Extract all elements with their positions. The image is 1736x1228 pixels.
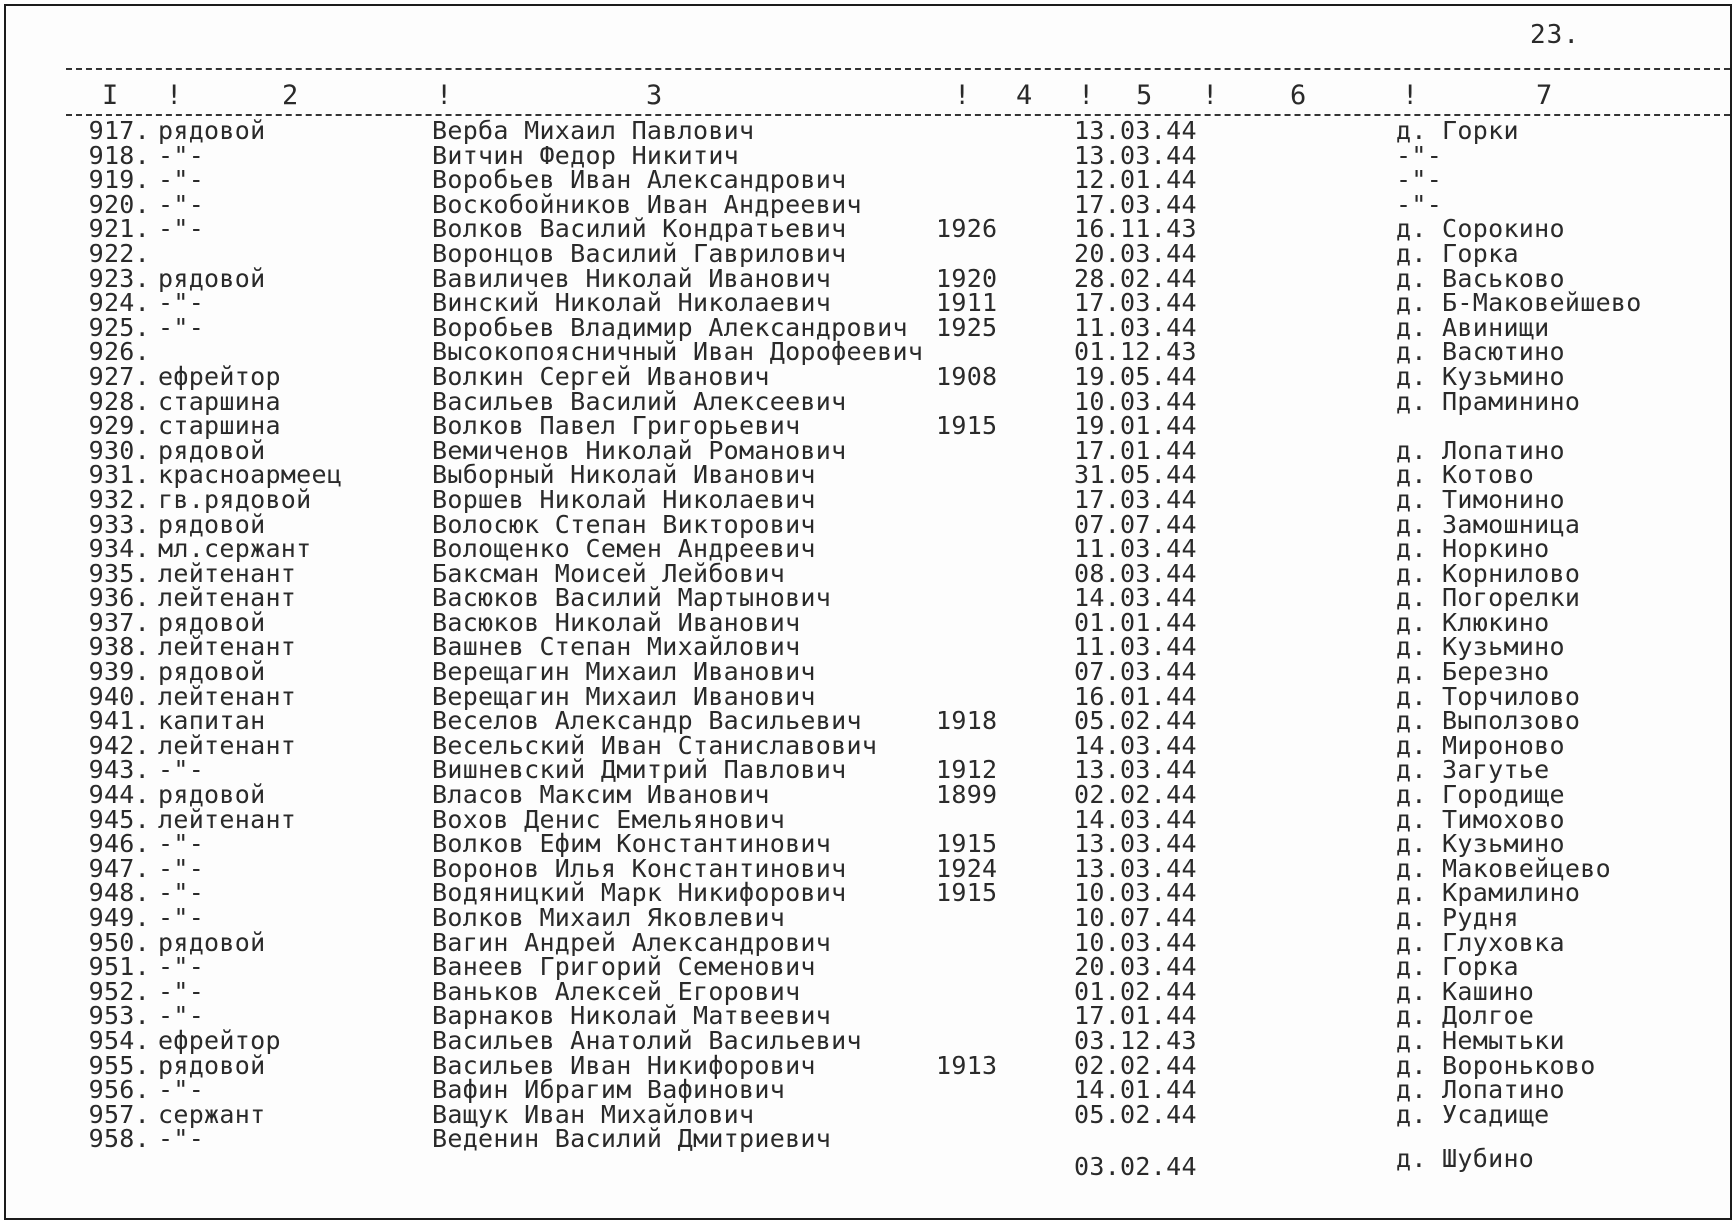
table-row (6, 607, 1730, 637)
record-rank: рядовой (158, 1050, 266, 1080)
record-number: 929. (88, 411, 150, 441)
record-date: 08.03.44 (1074, 558, 1197, 588)
record-rank: -"- (158, 878, 205, 908)
record-place: д. Праминино (1396, 386, 1581, 416)
record-rank: лейтенант (158, 583, 297, 613)
record-place: д. Кузьмино (1396, 829, 1565, 859)
record-birth-year: 1899 (936, 780, 998, 810)
record-rank: красноармеец (158, 460, 343, 490)
record-rank: рядовой (158, 607, 266, 637)
record-name: Выборный Николай Иванович (432, 460, 816, 490)
record-place: д. Тимонино (1396, 484, 1565, 514)
record-place: д. Васютино (1396, 337, 1565, 367)
record-birth-year: 1918 (936, 706, 998, 736)
record-name: Васильев Анатолий Васильевич (432, 1025, 862, 1055)
record-place: д. Горки (1396, 116, 1519, 145)
record-name: Верещагин Михаил Иванович (432, 657, 816, 687)
record-name: Ванеев Григорий Семенович (432, 952, 816, 982)
record-date: 01.01.44 (1074, 607, 1197, 637)
record-number: 934. (88, 534, 150, 564)
record-name: Волосюк Степан Викторович (432, 509, 816, 539)
record-number: 936. (88, 583, 150, 613)
record-rank: капитан (158, 706, 266, 736)
record-rank: -"- (158, 829, 205, 859)
record-number: 928. (88, 386, 150, 416)
record-date: 16.11.43 (1074, 214, 1197, 244)
record-date: 17.01.44 (1074, 1001, 1197, 1031)
table-row (6, 118, 1730, 143)
record-date: 13.03.44 (1074, 853, 1197, 883)
record-place: д. Авинищи (1396, 312, 1550, 342)
record-name: Воскобойников Иван Андреевич (432, 189, 862, 219)
record-number: 943. (88, 755, 150, 785)
record-birth-year: 1911 (936, 288, 998, 318)
record-rank: -"- (158, 214, 205, 244)
record-rank: -"- (158, 1001, 205, 1031)
record-place: д. Глуховка (1396, 927, 1565, 957)
table-row (6, 386, 1730, 416)
table-row (6, 214, 1730, 244)
record-rank: ефрейтор (158, 1025, 281, 1055)
record-rank: гв.рядовой (158, 484, 312, 514)
record-date: 10.03.44 (1074, 386, 1197, 416)
table-row (6, 460, 1730, 490)
record-number: 930. (88, 435, 150, 465)
header-separator-6: ! (1402, 80, 1419, 111)
record-name: Вохов Денис Емельянович (432, 804, 786, 834)
record-place: д. Горка (1396, 952, 1519, 982)
record-name: Волков Павел Григорьевич (432, 411, 801, 441)
record-rank: рядовой (158, 927, 266, 957)
record-date: 28.02.44 (1074, 263, 1197, 293)
record-number: 941. (88, 706, 150, 736)
record-rank: -"- (158, 976, 205, 1006)
table-row (6, 312, 1730, 342)
record-date: 17.01.44 (1074, 435, 1197, 465)
record-place: д. Замошница (1396, 509, 1581, 539)
record-date: 12.01.44 (1074, 165, 1197, 195)
record-number: 922. (88, 238, 150, 268)
record-name: Верещагин Михаил Иванович (432, 681, 816, 711)
table-row (6, 558, 1730, 588)
record-name: Воршев Николай Николаевич (432, 484, 816, 514)
record-place: д. Немытьки (1396, 1025, 1565, 1055)
record-date: 17.03.44 (1074, 189, 1197, 219)
header-col-1: I (102, 80, 119, 111)
record-rank: лейтенант (158, 730, 297, 760)
record-number: 946. (88, 829, 150, 859)
record-name: Васюков Василий Мартынович (432, 583, 832, 613)
table-row (6, 804, 1730, 834)
record-number: 950. (88, 927, 150, 957)
header-separator-4: ! (1078, 80, 1095, 111)
record-date: 07.07.44 (1074, 509, 1197, 539)
record-place: д. Маковейцево (1396, 853, 1611, 883)
record-number: 933. (88, 509, 150, 539)
table-row (6, 361, 1730, 391)
table-row (6, 927, 1730, 957)
record-number: 932. (88, 484, 150, 514)
record-number: 938. (88, 632, 150, 662)
table-row (6, 657, 1730, 687)
record-place: д. Б-Маковейшево (1396, 288, 1642, 318)
table-row (6, 1099, 1730, 1129)
record-rank: -"- (158, 288, 205, 318)
record-name: Ваньков Алексей Егорович (432, 976, 801, 1006)
record-number: 956. (88, 1075, 150, 1105)
record-number: 952. (88, 976, 150, 1006)
record-number: 940. (88, 681, 150, 711)
table-row (6, 976, 1730, 1006)
header-col-6: 6 (1290, 80, 1307, 111)
record-date: 10.03.44 (1074, 927, 1197, 957)
header-separator-3: ! (954, 80, 971, 111)
record-date: 11.03.44 (1074, 632, 1197, 662)
record-number: 917. (88, 116, 150, 145)
record-rank: -"- (158, 140, 205, 170)
record-place: д. Погорелки (1396, 583, 1581, 613)
record-rank: мл.сержант (158, 534, 312, 564)
table-row (6, 411, 1730, 441)
table-row (6, 1075, 1730, 1105)
record-rank: -"- (158, 1075, 205, 1105)
record-rank: -"- (158, 903, 205, 932)
record-name: Васильев Иван Никифорович (432, 1050, 816, 1080)
record-name: Волков Михаил Яковлевич (432, 903, 786, 932)
record-name: Веденин Василий Дмитриевич (432, 1124, 832, 1154)
record-rank: рядовой (158, 780, 266, 810)
record-date: 13.03.44 (1074, 755, 1197, 785)
header-col-3: 3 (646, 80, 663, 111)
record-date: 31.05.44 (1074, 460, 1197, 490)
record-date: 14.01.44 (1074, 1075, 1197, 1105)
record-place: д. Усадище (1396, 1099, 1550, 1129)
record-place: -"- (1396, 189, 1443, 219)
record-name: Воронцов Василий Гаврилович (432, 238, 847, 268)
record-rank: ефрейтор (158, 361, 281, 391)
record-name: Воронов Илья Константинович (432, 853, 847, 883)
record-rank: старшина (158, 411, 281, 441)
record-name: Верба Михаил Павлович (432, 116, 755, 145)
table-row (6, 780, 1730, 810)
record-date: 02.02.44 (1074, 1050, 1197, 1080)
record-birth-year: 1915 (936, 829, 998, 859)
record-place: -"- (1396, 140, 1443, 170)
record-date: 01.02.44 (1074, 976, 1197, 1006)
record-date: 17.03.44 (1074, 288, 1197, 318)
record-name: Вишневский Дмитрий Павлович (432, 755, 847, 785)
record-number: 926. (88, 337, 150, 367)
record-rank: -"- (158, 853, 205, 883)
record-birth-year: 1913 (936, 1050, 998, 1080)
record-rank: рядовой (158, 435, 266, 465)
record-place: д. Кашино (1396, 976, 1535, 1006)
record-number: 957. (88, 1099, 150, 1129)
page-number: 23. (1530, 20, 1580, 50)
header-col-4: 4 (1016, 80, 1033, 111)
record-date: 03.12.43 (1074, 1025, 1197, 1055)
record-date: 01.12.43 (1074, 337, 1197, 367)
record-date: 14.03.44 (1074, 730, 1197, 760)
record-number: 923. (88, 263, 150, 293)
column-header-row (6, 80, 1730, 112)
record-place: д. Корнилово (1396, 558, 1581, 588)
record-place: д. Выползово (1396, 706, 1581, 736)
record-place: д. Загутье (1396, 755, 1550, 785)
record-rank: -"- (158, 755, 205, 785)
header-top-rule (66, 68, 1730, 70)
record-date: 03.02.44 (1074, 1152, 1197, 1182)
record-rank: рядовой (158, 657, 266, 687)
record-number: 947. (88, 853, 150, 883)
table-row (6, 706, 1730, 736)
record-name: Витчин Федор Никитич (432, 140, 740, 170)
table-row (6, 853, 1730, 883)
record-number: 945. (88, 804, 150, 834)
record-name: Варнаков Николай Матвеевич (432, 1001, 832, 1031)
record-number: 931. (88, 460, 150, 490)
table-row (6, 632, 1730, 662)
record-place: -"- (1396, 165, 1443, 195)
record-number: 920. (88, 189, 150, 219)
record-place: д. Тимохово (1396, 804, 1565, 834)
record-date: 02.02.44 (1074, 780, 1197, 810)
record-name: Вемиченов Николай Романович (432, 435, 847, 465)
record-date: 13.03.44 (1074, 829, 1197, 859)
record-rank: рядовой (158, 116, 266, 145)
record-number: 955. (88, 1050, 150, 1080)
table-row (6, 435, 1730, 465)
table-row (6, 238, 1730, 268)
record-number: 953. (88, 1001, 150, 1031)
document-page (4, 4, 1732, 1220)
record-date: 14.03.44 (1074, 804, 1197, 834)
table-row (6, 509, 1730, 539)
table-row (6, 534, 1730, 564)
header-separator-2: ! (436, 80, 453, 111)
record-rank: рядовой (158, 263, 266, 293)
record-name: Весельский Иван Станиславович (432, 730, 878, 760)
record-name: Воробьев Иван Александрович (432, 165, 847, 195)
record-name: Вагин Андрей Александрович (432, 927, 832, 957)
record-birth-year: 1920 (936, 263, 998, 293)
record-name: Волощенко Семен Андреевич (432, 534, 816, 564)
record-name: Винский Николай Николаевич (432, 288, 832, 318)
record-name: Васюков Николай Иванович (432, 607, 801, 637)
header-col-2: 2 (282, 80, 299, 111)
record-rank: старшина (158, 386, 281, 416)
record-place: д. Городище (1396, 780, 1565, 810)
record-date: 13.03.44 (1074, 116, 1197, 145)
table-row (6, 730, 1730, 760)
record-place: д. Клюкино (1396, 607, 1550, 637)
record-number: 927. (88, 361, 150, 391)
record-name: Воробьев Владимир Александрович (432, 312, 908, 342)
header-col-5: 5 (1136, 80, 1153, 111)
record-place: д. Лопатино (1396, 1075, 1565, 1105)
record-birth-year: 1924 (936, 853, 998, 883)
record-number: 925. (88, 312, 150, 342)
record-number: 924. (88, 288, 150, 318)
record-number: 948. (88, 878, 150, 908)
record-number: 958. (88, 1124, 150, 1154)
record-number: 951. (88, 952, 150, 982)
record-birth-year: 1915 (936, 411, 998, 441)
header-separator-1: ! (166, 80, 183, 111)
table-row (6, 1001, 1730, 1031)
record-place: д. Торчилово (1396, 681, 1581, 711)
record-place: д. Сорокино (1396, 214, 1565, 244)
record-name: Водяницкий Марк Никифорович (432, 878, 847, 908)
record-number: 918. (88, 140, 150, 170)
record-number: 935. (88, 558, 150, 588)
record-place: д. Крамилино (1396, 878, 1581, 908)
record-list (6, 116, 1730, 1182)
record-name: Вавиличев Николай Иванович (432, 263, 832, 293)
record-name: Вафин Ибрагим Вафинович (432, 1075, 786, 1105)
record-number: 939. (88, 657, 150, 687)
table-row (6, 952, 1730, 982)
record-rank: лейтенант (158, 681, 297, 711)
record-birth-year: 1912 (936, 755, 998, 785)
record-birth-year: 1915 (936, 878, 998, 908)
record-place: д. Долгое (1396, 1001, 1535, 1031)
table-row (6, 1050, 1730, 1080)
record-name: Власов Максим Иванович (432, 780, 770, 810)
record-number: 937. (88, 607, 150, 637)
record-rank: -"- (158, 189, 205, 219)
record-place: д. Кузьмино (1396, 632, 1565, 662)
table-row (6, 1124, 1730, 1182)
record-rank: лейтенант (158, 558, 297, 588)
record-date: 19.01.44 (1074, 411, 1197, 441)
record-place: д. Шубино (1396, 1144, 1535, 1174)
record-place: д. Мироново (1396, 730, 1565, 760)
record-name: Волкин Сергей Иванович (432, 361, 770, 391)
record-rank: -"- (158, 952, 205, 982)
record-date: 05.02.44 (1074, 1099, 1197, 1129)
record-date: 05.02.44 (1074, 706, 1197, 736)
record-number: 954. (88, 1025, 150, 1055)
table-row (6, 288, 1730, 318)
record-number: 949. (88, 903, 150, 932)
record-number: 919. (88, 165, 150, 195)
record-name: Васильев Василий Алексеевич (432, 386, 847, 416)
header-col-7: 7 (1536, 80, 1553, 111)
table-row (6, 681, 1730, 711)
record-date: 20.03.44 (1074, 238, 1197, 268)
table-row (6, 484, 1730, 514)
record-rank: -"- (158, 312, 205, 342)
record-place: д. Горка (1396, 238, 1519, 268)
table-row (6, 829, 1730, 859)
record-date: 11.03.44 (1074, 534, 1197, 564)
table-row (6, 140, 1730, 170)
record-date: 19.05.44 (1074, 361, 1197, 391)
record-rank: лейтенант (158, 804, 297, 834)
record-birth-year: 1908 (936, 361, 998, 391)
record-date: 10.03.44 (1074, 878, 1197, 908)
record-place: д. Вороньково (1396, 1050, 1596, 1080)
record-number: 942. (88, 730, 150, 760)
table-row (6, 878, 1730, 908)
record-place: д. Березно (1396, 657, 1550, 687)
table-row (6, 755, 1730, 785)
record-date: 20.03.44 (1074, 952, 1197, 982)
record-rank: -"- (158, 1124, 205, 1154)
record-place: д. Котово (1396, 460, 1535, 490)
record-birth-year: 1925 (936, 312, 998, 342)
header-separator-5: ! (1202, 80, 1219, 111)
record-place: д. Норкино (1396, 534, 1550, 564)
record-date: 11.03.44 (1074, 312, 1197, 342)
record-name: Баксман Моисей Лейбович (432, 558, 786, 588)
table-row (6, 583, 1730, 613)
record-date: 16.01.44 (1074, 681, 1197, 711)
record-name: Вашнев Степан Михайлович (432, 632, 801, 662)
record-rank: сержант (158, 1099, 266, 1129)
record-place: д. Рудня (1396, 903, 1519, 932)
record-place: д. Лопатино (1396, 435, 1565, 465)
table-row (6, 189, 1730, 219)
record-place: д. Васьково (1396, 263, 1565, 293)
table-row (6, 337, 1730, 367)
record-date: 14.03.44 (1074, 583, 1197, 613)
record-date: 10.07.44 (1074, 903, 1197, 932)
record-name: Веселов Александр Васильевич (432, 706, 862, 736)
record-number: 921. (88, 214, 150, 244)
record-place: д. Кузьмино (1396, 361, 1565, 391)
record-rank: -"- (158, 165, 205, 195)
table-row (6, 1025, 1730, 1055)
record-name: Волков Василий Кондратьевич (432, 214, 847, 244)
record-name: Волков Ефим Константинович (432, 829, 832, 859)
record-number: 944. (88, 780, 150, 810)
record-rank: лейтенант (158, 632, 297, 662)
record-rank: рядовой (158, 509, 266, 539)
table-row (6, 905, 1730, 930)
record-date: 07.03.44 (1074, 657, 1197, 687)
table-row (6, 165, 1730, 195)
record-name: Высокопоясничный Иван Дорофеевич (432, 337, 924, 367)
record-birth-year: 1926 (936, 214, 998, 244)
record-name: Ващук Иван Михайлович (432, 1099, 755, 1129)
record-date: 13.03.44 (1074, 140, 1197, 170)
record-date: 17.03.44 (1074, 484, 1197, 514)
table-row (6, 263, 1730, 293)
